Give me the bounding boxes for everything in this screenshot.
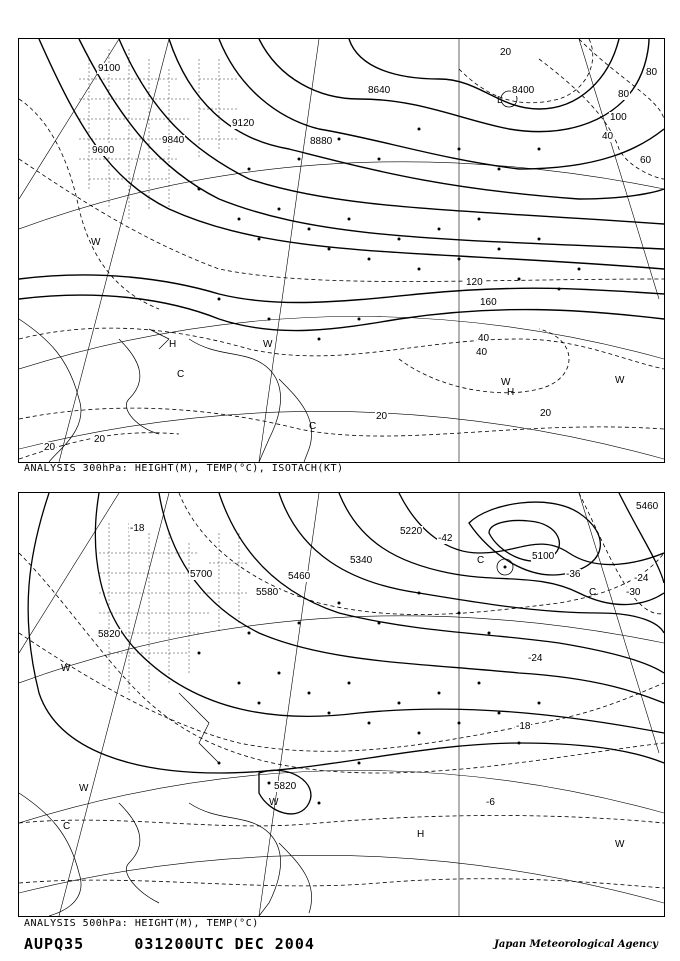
height-label: 5700: [190, 569, 213, 580]
analysis-300hpa-map: [18, 38, 665, 463]
temperature-label: -24: [528, 653, 543, 664]
temperature-label: -42: [438, 533, 453, 544]
warm-symbol: W: [615, 839, 625, 850]
height-label: 9120: [232, 118, 255, 129]
temperature-label: -24: [634, 573, 649, 584]
height-contours-500: [28, 493, 664, 814]
hatched-area-500: [99, 523, 249, 693]
chart-identifier: [24, 935, 315, 953]
chart-code: AUPQ35: [24, 935, 85, 953]
map-500hpa-drawing: [19, 493, 664, 916]
caption-300hpa: ANALYSIS 300hPa: HEIGHT(M), TEMP(°C), ISOTACH(KT): [24, 463, 344, 474]
isotach-label: 40: [602, 131, 614, 142]
isotach-label: 160: [480, 297, 497, 308]
warm-symbol: W: [263, 339, 273, 350]
cold-symbol: C: [477, 555, 485, 566]
high-symbol: H: [417, 829, 425, 840]
chart-datetime: 031200UTC DEC 2004: [134, 935, 315, 953]
height-label: 9600: [92, 145, 115, 156]
isotach-label: 120: [466, 277, 483, 288]
isotach-label: 80: [618, 89, 630, 100]
height-contours-300: [19, 39, 664, 331]
isotach-label: 20: [376, 411, 388, 422]
height-label: 5820: [274, 781, 297, 792]
analysis-500hpa-map: [18, 492, 665, 917]
high-symbol: H: [169, 339, 177, 350]
isotach-lines-300: [19, 39, 664, 459]
height-label: 5460: [288, 571, 311, 582]
height-label: 8400: [512, 85, 535, 96]
isotach-label: 20: [94, 434, 106, 445]
isotach-label: 20: [540, 408, 552, 419]
warm-symbol: W: [615, 375, 625, 386]
warm-symbol: W: [501, 377, 511, 388]
height-label: 5820: [98, 629, 121, 640]
temperature-label: -36: [566, 569, 581, 580]
cold-symbol: C: [177, 369, 185, 380]
isotach-label: 100: [610, 112, 627, 123]
height-label: 5460: [636, 501, 659, 512]
height-label: 5220: [400, 526, 423, 537]
warm-symbol: W: [269, 797, 279, 808]
isotach-label: 60: [640, 155, 652, 166]
high-symbol: H: [507, 387, 515, 398]
height-label: 9100: [98, 63, 121, 74]
isotach-label: 20: [500, 47, 512, 58]
isotach-label: 80: [646, 67, 658, 78]
temperature-label: -30: [626, 587, 641, 598]
height-label: 9840: [162, 135, 185, 146]
agency-name: Japan Meteorological Agency: [494, 939, 658, 950]
warm-symbol: W: [91, 237, 101, 248]
cold-symbol: C: [309, 421, 317, 432]
caption-500hpa: ANALYSIS 500hPa: HEIGHT(M), TEMP(°C): [24, 918, 259, 929]
temperature-label: -18: [130, 523, 145, 534]
height-label: 5340: [350, 555, 373, 566]
height-label: 5100: [532, 551, 555, 562]
warm-symbol: W: [61, 663, 71, 674]
height-label: 8640: [368, 85, 391, 96]
warm-symbol: W: [79, 783, 89, 794]
cold-symbol: C: [63, 821, 71, 832]
isotach-label: 40: [476, 347, 488, 358]
height-label: 5580: [256, 587, 279, 598]
low-symbol: L: [497, 95, 503, 106]
graticule-500: [19, 493, 664, 916]
temperature-label: -6: [486, 797, 495, 808]
isotach-label: 20: [44, 442, 56, 453]
station-plots-500: [198, 559, 541, 805]
height-label: 8880: [310, 136, 333, 147]
hatched-area-300: [79, 49, 239, 219]
map-300hpa-drawing: [19, 39, 664, 462]
temperature-label: -18: [516, 721, 531, 732]
isotach-label: 40: [478, 333, 490, 344]
cold-symbol: C: [589, 587, 597, 598]
